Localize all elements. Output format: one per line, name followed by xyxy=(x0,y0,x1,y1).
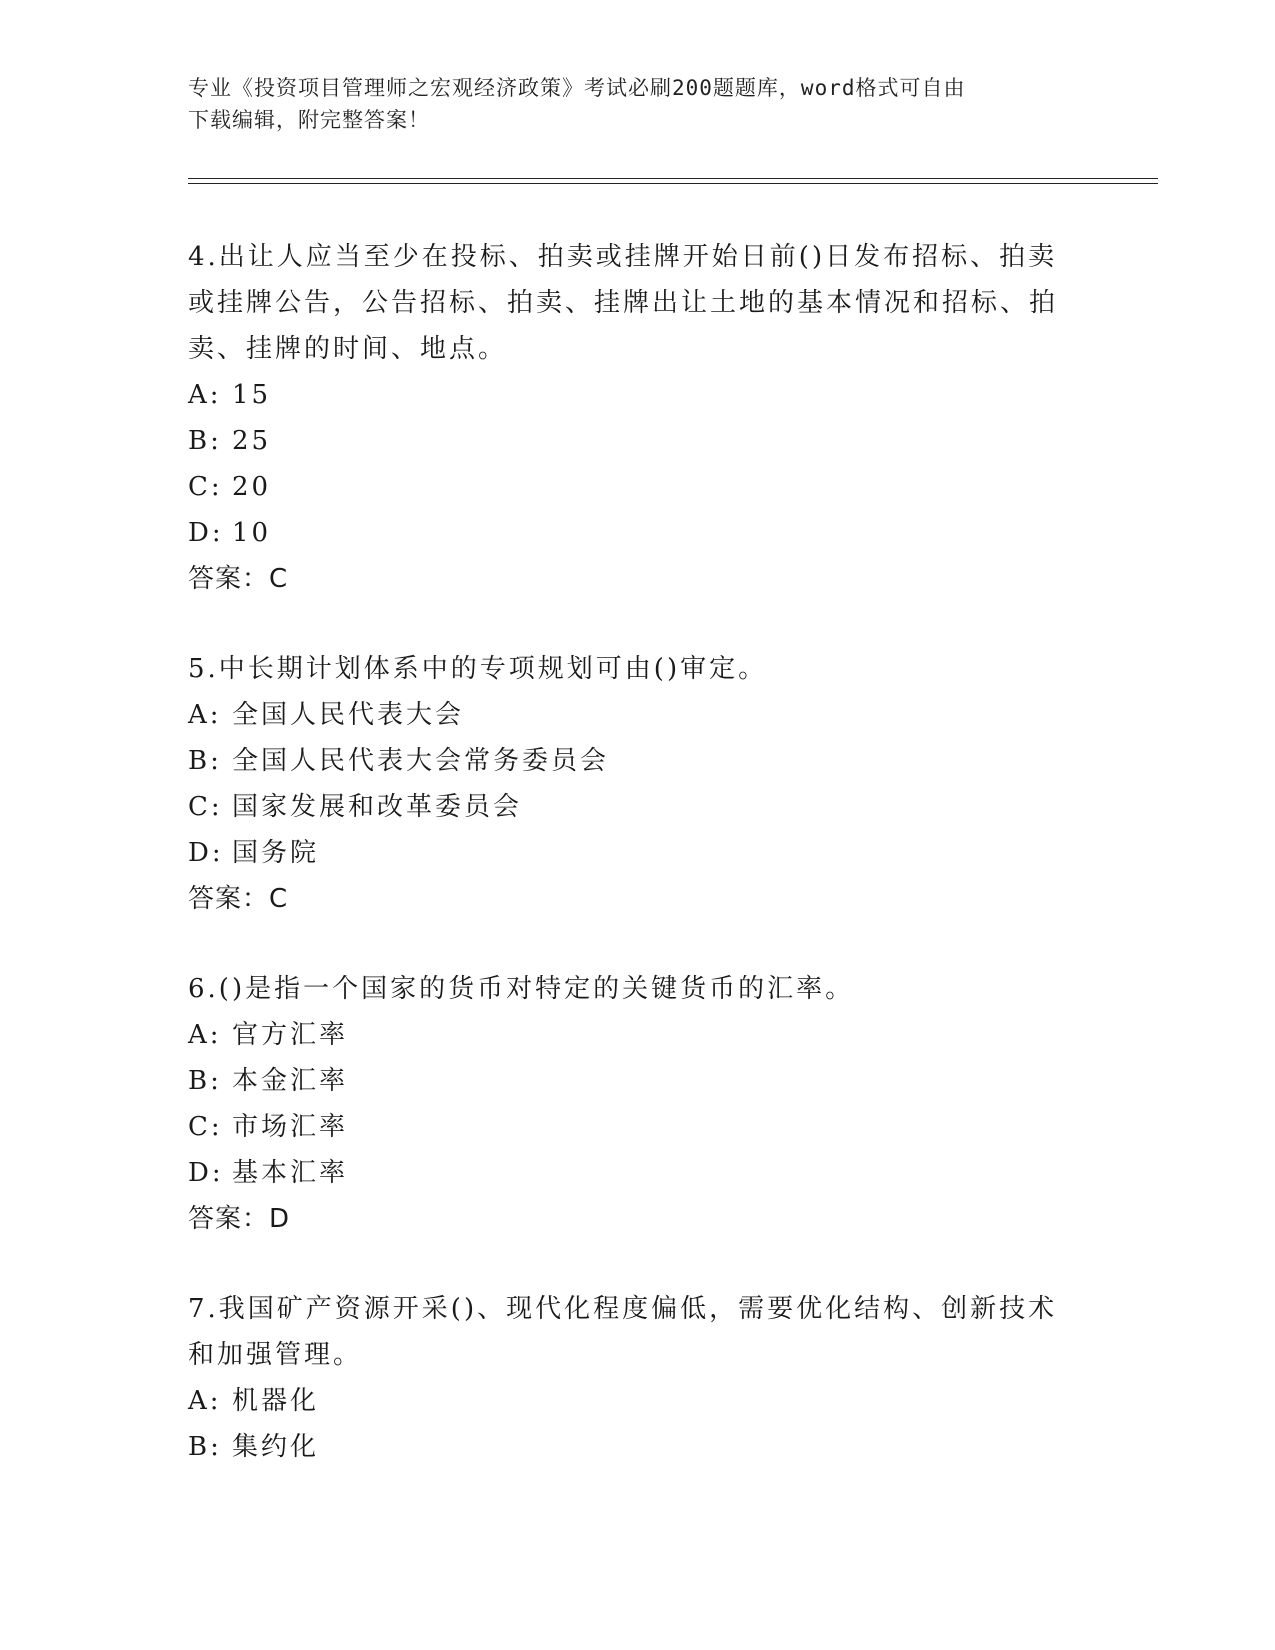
option-letter: A: xyxy=(188,700,222,730)
option-text: 机器化 xyxy=(232,1386,320,1416)
option-letter: B: xyxy=(188,746,222,776)
option-c xyxy=(188,784,1068,830)
option-d xyxy=(188,1150,1068,1196)
option-text: 15 xyxy=(232,380,272,410)
answer-line: 答案：C xyxy=(188,884,289,914)
option-letter: B: xyxy=(188,1432,222,1462)
question-stem-line: 5.中长期计划体系中的专项规划可由()审定。 xyxy=(188,654,768,684)
option-text: 20 xyxy=(232,472,272,502)
option-d xyxy=(188,510,1068,556)
option-text: 25 xyxy=(232,426,272,456)
option-text: 10 xyxy=(232,518,272,548)
option-letter: A: xyxy=(188,380,222,410)
question-stem-line: 和加强管理。 xyxy=(188,1340,363,1370)
header-line-2: 下载编辑，附完整答案！ xyxy=(188,108,430,132)
option-text: 全国人民代表大会 xyxy=(232,700,465,730)
question-stem-line: 7.我国矿产资源开采()、现代化程度偏低，需要优化结构、创新技术 xyxy=(188,1294,1058,1324)
option-letter: C: xyxy=(188,472,223,502)
option-text: 国家发展和改革委员会 xyxy=(232,792,523,822)
header-divider-bottom xyxy=(188,183,1158,184)
option-a xyxy=(188,372,1068,418)
option-b xyxy=(188,1058,1068,1104)
option-letter: C: xyxy=(188,1112,223,1142)
question-7 xyxy=(188,1286,1068,1470)
option-letter: C: xyxy=(188,792,223,822)
option-text: 本金汇率 xyxy=(232,1066,349,1096)
option-letter: B: xyxy=(188,1066,222,1096)
question-5 xyxy=(188,646,1068,922)
question-4 xyxy=(188,234,1068,602)
option-a xyxy=(188,1378,1068,1424)
answer-line: 答案：D xyxy=(188,1204,291,1234)
answer-line: 答案：C xyxy=(188,564,289,594)
option-letter: D: xyxy=(188,838,224,868)
option-text: 国务院 xyxy=(232,838,320,868)
question-stem-line: 卖、挂牌的时间、地点。 xyxy=(188,334,508,364)
option-text: 基本汇率 xyxy=(232,1158,349,1188)
option-c xyxy=(188,464,1068,510)
option-text: 市场汇率 xyxy=(232,1112,349,1142)
option-b xyxy=(188,1424,1068,1470)
option-b xyxy=(188,738,1068,784)
option-letter: B: xyxy=(188,426,222,456)
header-divider-top xyxy=(188,178,1158,179)
option-a xyxy=(188,692,1068,738)
option-letter: D: xyxy=(188,1158,224,1188)
document-header xyxy=(188,72,1088,136)
option-letter: A: xyxy=(188,1020,222,1050)
option-c xyxy=(188,1104,1068,1150)
header-line-1: 专业《投资项目管理师之宏观经济政策》考试必刷200题题库，word格式可自由 xyxy=(188,76,966,100)
option-letter: A: xyxy=(188,1386,222,1416)
question-stem-line: 4.出让人应当至少在投标、拍卖或挂牌开始日前()日发布招标、拍卖 xyxy=(188,242,1058,272)
option-b xyxy=(188,418,1068,464)
question-stem-line: 或挂牌公告，公告招标、拍卖、挂牌出让土地的基本情况和招标、拍 xyxy=(188,288,1059,318)
question-6 xyxy=(188,966,1068,1242)
option-text: 集约化 xyxy=(232,1432,320,1462)
option-text: 官方汇率 xyxy=(232,1020,349,1050)
option-d xyxy=(188,830,1068,876)
option-a xyxy=(188,1012,1068,1058)
option-letter: D: xyxy=(188,518,224,548)
option-text: 全国人民代表大会常务委员会 xyxy=(232,746,610,776)
question-stem-line: 6.()是指一个国家的货币对特定的关键货币的汇率。 xyxy=(188,974,855,1004)
